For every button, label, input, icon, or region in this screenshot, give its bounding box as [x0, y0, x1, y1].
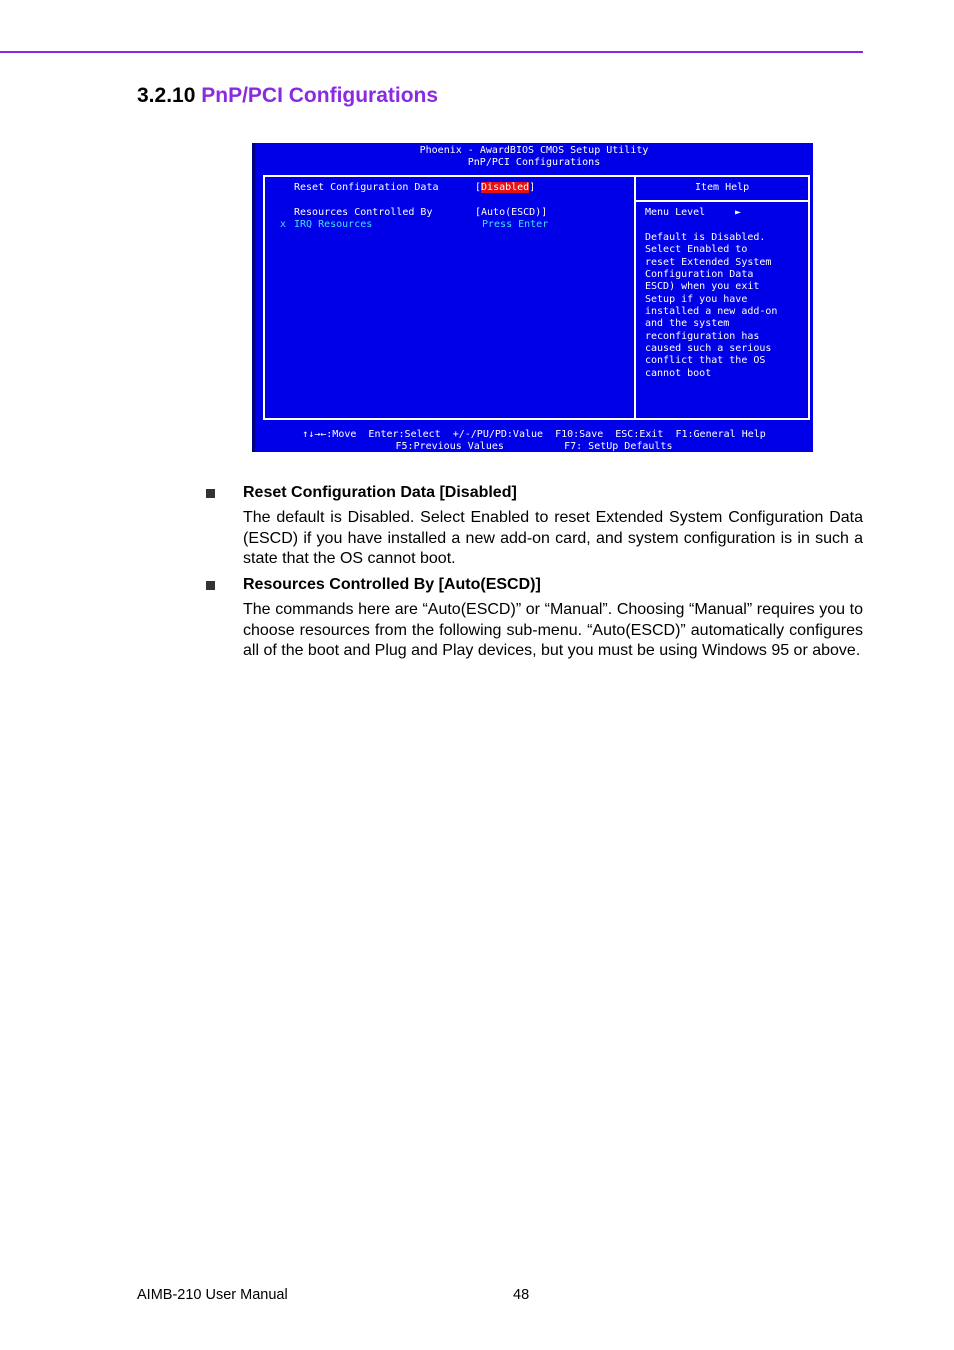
bullet-body: The default is Disabled. Select Enabled to reset Extended System Configuration Data (ESCD) if you have installed a new add-on card, and system configuration is in such a state that the OS cannot boot. — [243, 509, 863, 568]
top-rule — [0, 51, 863, 53]
bios-selected-value[interactable]: Disabled — [481, 182, 530, 193]
bios-footer-line1: ↑↓→←:Move Enter:Select +/-/PU/PD:Value F10:Save ESC:Exit F1:General Help — [302, 429, 766, 440]
bios-help-line: Configuration Data — [645, 269, 754, 281]
bios-footer-line2: F5:Previous Values F7: SetUp Defaults — [395, 441, 673, 452]
bios-item-label: Reset Configuration Data — [294, 182, 439, 193]
bios-help-line: reset Extended System — [645, 256, 772, 268]
bios-help-line: and the system — [645, 318, 730, 330]
footer-page-number: 48 — [513, 1287, 530, 1303]
bios-help-line: ESCD) when you exit — [645, 281, 760, 293]
bios-footer — [255, 429, 813, 453]
bios-help-panel — [636, 175, 810, 420]
section-number: 3.2.10 — [137, 84, 196, 107]
bios-help-line: Select Enabled to — [645, 244, 748, 256]
bios-help-line: conflict that the OS — [645, 355, 766, 367]
bios-help-line: Setup if you have — [645, 293, 748, 305]
bios-help-line: caused such a serious — [645, 343, 772, 355]
bios-item-value[interactable]: [Disabled] — [475, 182, 536, 193]
bullet-square-icon — [206, 581, 215, 590]
bullet-square-icon — [206, 489, 215, 498]
bios-options-panel — [263, 175, 636, 420]
bios-item-label: Resources Controlled By — [294, 207, 433, 218]
bios-screenshot — [252, 143, 816, 452]
bios-help-line: Default is Disabled. — [645, 232, 766, 243]
bullet-body: The commands here are “Auto(ESCD)” or “Manual”. Choosing “Manual” requires you to choose resources from the following sub-menu. “Auto(ESCD)” automatically configures all of the boot and Plug and Play devices, but you must be using Windows 95 or above. — [243, 601, 863, 660]
bios-help-divider — [636, 200, 808, 202]
section-heading — [137, 84, 438, 108]
menu-level-arrow-icon: ► — [735, 207, 742, 218]
bullet-heading: Reset Configuration Data [Disabled] — [243, 484, 517, 501]
bios-menu-level-label: Menu Level — [645, 207, 706, 218]
bios-item-label: IRQ Resources — [294, 219, 373, 230]
bios-item-disabled-marker: x — [280, 219, 287, 230]
bios-header — [255, 145, 813, 169]
bullet-heading: Resources Controlled By [Auto(ESCD)] — [243, 576, 541, 593]
footer-manual-name: AIMB-210 User Manual — [137, 1287, 288, 1303]
bios-help-line: cannot boot — [645, 367, 712, 379]
bios-help-title: Item Help — [695, 182, 750, 193]
bios-help-line: reconfiguration has — [645, 330, 760, 342]
bios-help-line: installed a new add-on — [645, 306, 778, 318]
section-title: PnP/PCI Configurations — [201, 84, 439, 107]
bios-item-value[interactable]: [Auto(ESCD)] — [475, 207, 548, 218]
bios-item-value: Press Enter — [482, 219, 549, 230]
bios-header-line1: Phoenix - AwardBIOS CMOS Setup Utility — [419, 145, 649, 156]
bios-help-text — [645, 232, 777, 380]
bios-header-line2: PnP/PCI Configurations — [467, 157, 601, 168]
